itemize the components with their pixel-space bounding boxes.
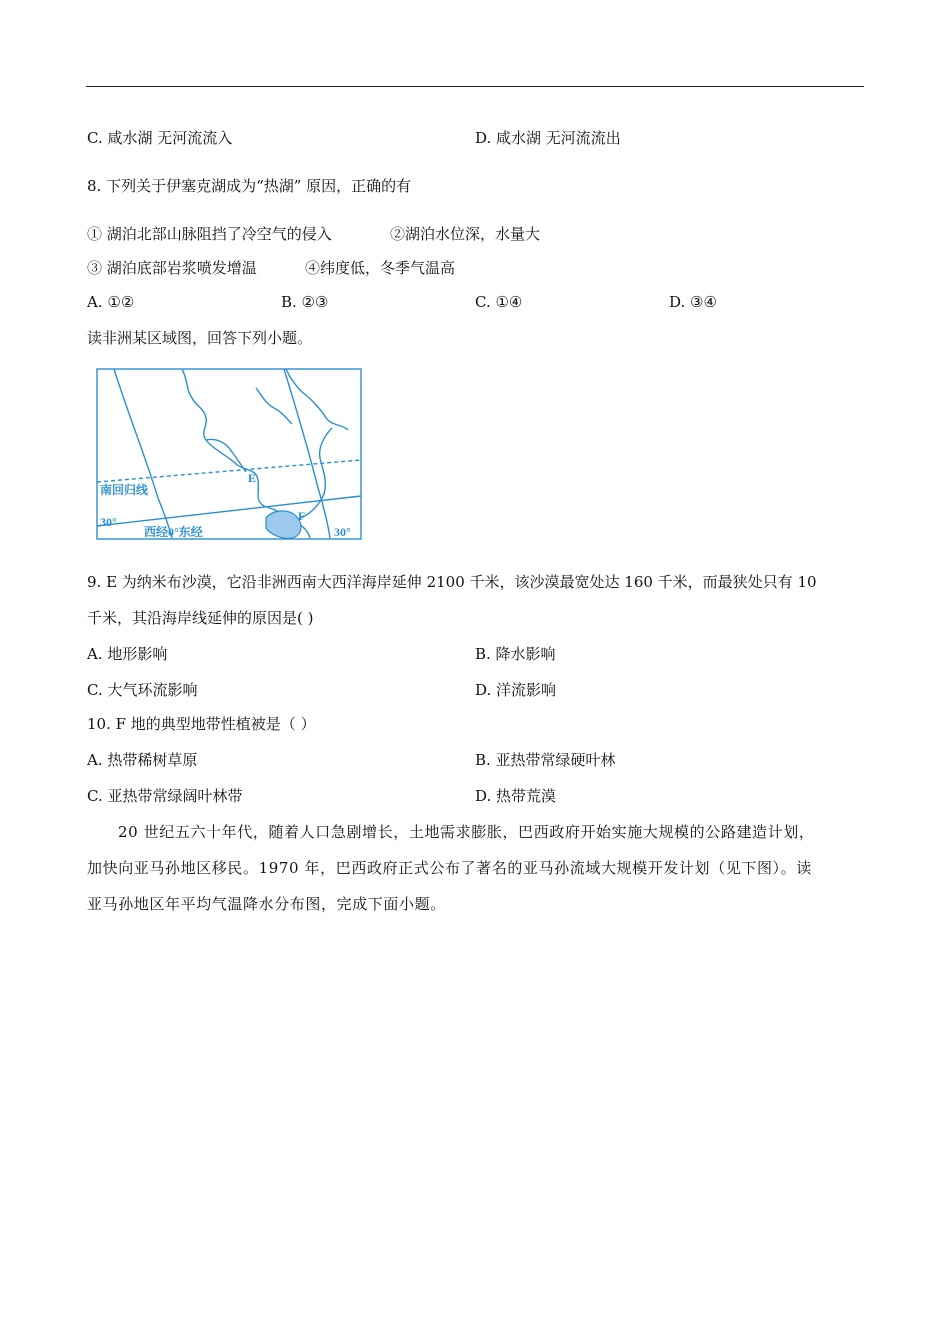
q10-option-a: A. 热带稀树草原 xyxy=(87,751,198,769)
q8-statement-3: ③ 湖泊底部岩浆喷发增温 xyxy=(87,259,257,277)
passage-line-1: 20 世纪五六十年代，随着人口急剧增长，土地需求膨胀，巴西政府开始实施大规模的公路建造计划， xyxy=(118,823,815,841)
q9-option-c: C. 大气环流影响 xyxy=(87,681,198,699)
header-rule xyxy=(86,86,864,87)
q8-statement-4: ④纬度低，冬季气温高 xyxy=(305,259,456,277)
q10-option-d: D. 热带荒漠 xyxy=(475,787,557,805)
q8-option-d: D. ③④ xyxy=(669,293,717,311)
q8-statement-1: ① 湖泊北部山脉阻挡了冷空气的侵入 xyxy=(87,225,332,243)
map-river-1 xyxy=(286,369,348,430)
map-label-tropic: 南回归线 xyxy=(100,483,149,497)
map-river-4 xyxy=(256,388,292,424)
q7-option-d: D. 咸水湖 无河流流出 xyxy=(475,129,621,147)
passage-line-2: 加快向亚马孙地区移民。1970 年，巴西政府正式公布了著名的亚马孙流域大规模开发计划（见下图）。读 xyxy=(87,859,812,877)
map-frame xyxy=(97,369,361,539)
map-label-30-right: 30° xyxy=(334,525,351,539)
q9-stem-line-2: 千米，其沿海岸线延伸的原因是( ) xyxy=(87,609,314,627)
q8-option-a: A. ①② xyxy=(87,293,135,311)
q10-stem: 10. F 地的典型地带性植被是（ ） xyxy=(87,715,316,733)
map-30-parallel xyxy=(97,496,361,526)
map-river-3 xyxy=(294,428,332,520)
map-label-30-left: 30° xyxy=(100,515,117,529)
africa-region-map xyxy=(96,368,362,540)
passage-line-3: 亚马孙地区年平均气温降水分布图，完成下面小题。 xyxy=(87,895,446,913)
q8-option-b: B. ②③ xyxy=(281,293,329,311)
q10-option-b: B. 亚热带常绿硬叶林 xyxy=(475,751,616,769)
q8-statement-2: ②湖泊水位深，水量大 xyxy=(390,225,541,243)
map-meridian-0 xyxy=(114,369,172,538)
q9-option-b: B. 降水影响 xyxy=(475,645,556,663)
q9-option-d: D. 洋流影响 xyxy=(475,681,557,699)
q9-stem-line-1: 9. E 为纳米布沙漠，它沿非洲西南大西洋海岸延伸 2100 千米，该沙漠最宽处达 160 千米，而最狭处只有 10 xyxy=(87,573,817,591)
map-tropic-line xyxy=(97,460,361,482)
map-intro: 读非洲某区域图，回答下列小题。 xyxy=(87,329,313,347)
map-label-meridian: 西经0°东经 xyxy=(144,525,203,539)
q10-option-c: C. 亚热带常绿阔叶林带 xyxy=(87,787,243,805)
q7-option-c: C. 咸水湖 无河流流入 xyxy=(87,129,233,147)
map-label-e: E xyxy=(248,471,257,485)
q8-option-c: C. ①④ xyxy=(475,293,523,311)
q8-stem: 8. 下列关于伊塞克湖成为“热湖” 原因，正确的有 xyxy=(87,177,412,195)
q9-option-a: A. 地形影响 xyxy=(87,645,168,663)
map-lake-f xyxy=(266,511,301,538)
map-label-f: F xyxy=(298,509,306,523)
